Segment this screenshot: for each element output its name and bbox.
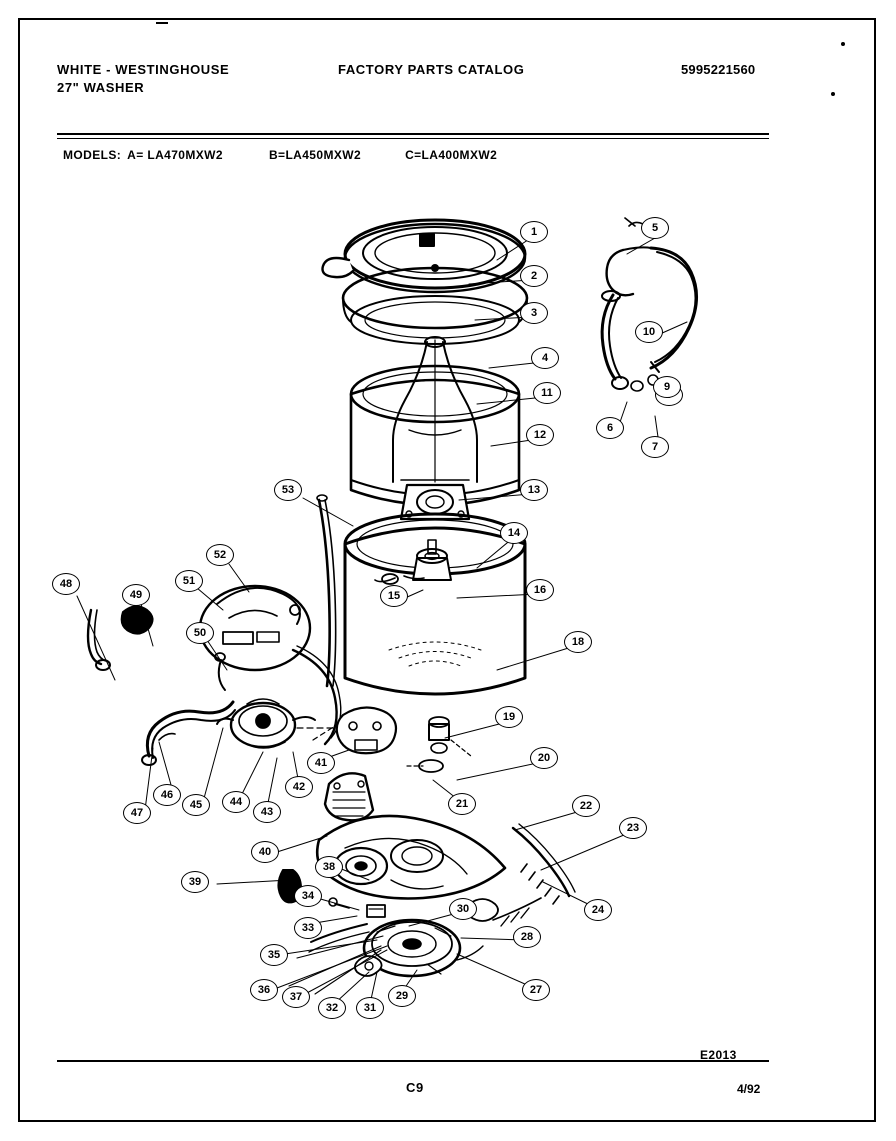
suspension-rod <box>317 495 336 686</box>
callout-36: 36 <box>250 979 278 1001</box>
callout-38: 38 <box>315 856 343 878</box>
callout-39: 39 <box>181 871 209 893</box>
callout-48: 48 <box>52 573 80 595</box>
callout-23: 23 <box>619 817 647 839</box>
callout-51: 51 <box>175 570 203 592</box>
callout-15: 15 <box>380 585 408 607</box>
outer-tub <box>345 514 525 694</box>
callout-22: 22 <box>572 795 600 817</box>
callout-37: 37 <box>282 986 310 1008</box>
callout-6: 6 <box>596 417 624 439</box>
callout-2: 2 <box>520 265 548 287</box>
callout-10: 10 <box>635 321 663 343</box>
callout-12: 12 <box>526 424 554 446</box>
callout-9: 9 <box>653 376 681 398</box>
callout-18: 18 <box>564 631 592 653</box>
callout-14: 14 <box>500 522 528 544</box>
callout-21: 21 <box>448 793 476 815</box>
callout-30: 30 <box>449 898 477 920</box>
callout-29: 29 <box>388 985 416 1007</box>
springs-group <box>493 824 575 926</box>
callout-32: 32 <box>318 997 346 1019</box>
callout-41: 41 <box>307 752 335 774</box>
callout-40: 40 <box>251 841 279 863</box>
callout-46: 46 <box>153 784 181 806</box>
callout-50: 50 <box>186 622 214 644</box>
callout-45: 45 <box>182 794 210 816</box>
callout-49: 49 <box>122 584 150 606</box>
callout-44: 44 <box>222 791 250 813</box>
callout-47: 47 <box>123 802 151 824</box>
callout-42: 42 <box>285 776 313 798</box>
callout-24: 24 <box>584 899 612 921</box>
stray-mark <box>841 42 845 46</box>
page-code: C9 <box>406 1080 424 1095</box>
callout-34: 34 <box>294 885 322 907</box>
pump-assembly <box>217 699 396 753</box>
callout-5: 5 <box>641 217 669 239</box>
callout-4: 4 <box>531 347 559 369</box>
header-divider-top <box>57 133 769 135</box>
agitator-and-basket <box>351 337 519 519</box>
footer-divider <box>57 1060 769 1062</box>
callout-20: 20 <box>530 747 558 769</box>
catalog-title: FACTORY PARTS CATALOG <box>338 62 525 77</box>
callout-1: 1 <box>520 221 548 243</box>
stray-mark <box>831 92 835 96</box>
callout-27: 27 <box>522 979 550 1001</box>
left-small-parts <box>88 586 341 765</box>
page-date: 4/92 <box>737 1082 761 1096</box>
models-row <box>63 148 497 162</box>
callout-19: 19 <box>495 706 523 728</box>
model-a: A= LA470MXW2 <box>127 148 223 162</box>
product-subtitle: 27" WASHER <box>57 80 145 95</box>
header-divider-bottom <box>57 138 769 139</box>
callout-28: 28 <box>513 926 541 948</box>
callout-16: 16 <box>526 579 554 601</box>
hose-group-upper <box>602 218 697 391</box>
fittings-group <box>407 717 471 772</box>
model-c: C=LA400MXW2 <box>405 148 498 162</box>
callout-43: 43 <box>253 801 281 823</box>
callout-7: 7 <box>641 436 669 458</box>
callout-3: 3 <box>520 302 548 324</box>
parts-diagram <box>57 180 769 1050</box>
figure-code: E2013 <box>700 1048 737 1062</box>
callout-11: 11 <box>533 382 561 404</box>
brand-name: WHITE - WESTINGHOUSE <box>57 62 230 77</box>
models-label: MODELS: <box>63 148 122 162</box>
model-b: B=LA450MXW2 <box>268 148 362 162</box>
callout-35: 35 <box>260 944 288 966</box>
callout-53: 53 <box>274 479 302 501</box>
catalog-number: 5995221560 <box>681 62 756 77</box>
stray-mark <box>156 22 168 24</box>
callout-52: 52 <box>206 544 234 566</box>
callout-33: 33 <box>294 917 322 939</box>
callout-31: 31 <box>356 997 384 1019</box>
callout-13: 13 <box>520 479 548 501</box>
